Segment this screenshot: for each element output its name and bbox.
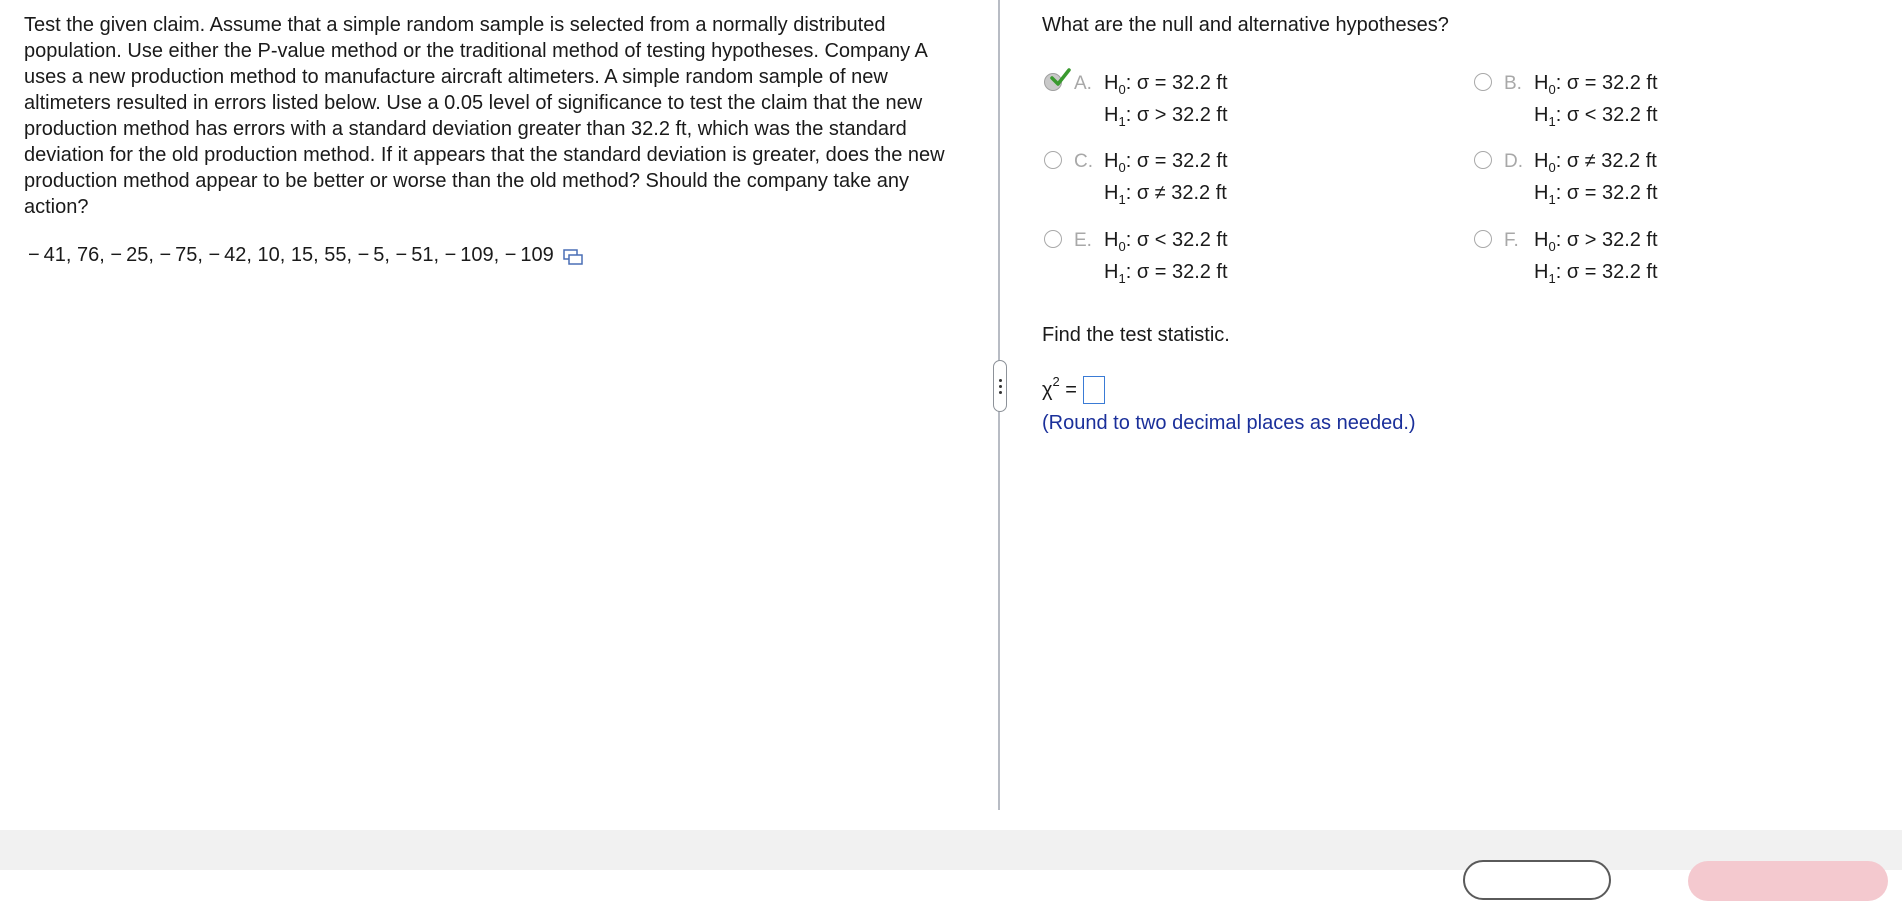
option-a[interactable] (1044, 68, 1228, 132)
problem-pane (24, 12, 964, 268)
option-f[interactable] (1474, 225, 1658, 289)
h1-statement: σ ≠ 32.2 ft (1136, 182, 1227, 204)
copy-data-icon[interactable] (562, 246, 584, 264)
radio-f[interactable] (1474, 230, 1492, 248)
radio-b[interactable] (1474, 73, 1492, 91)
option-b[interactable] (1474, 68, 1658, 132)
sample-data-values: − 41, 76, − 25, − 75, − 42, 10, 15, 55, − 5, − 51, − 109, − 109 (28, 244, 554, 266)
checkmark-icon (1049, 68, 1071, 88)
question-pane (1042, 12, 1872, 434)
radio-d[interactable] (1474, 151, 1492, 169)
footer-button-secondary[interactable] (1463, 860, 1611, 900)
data-row (24, 242, 964, 268)
option-letter: B. (1504, 73, 1522, 94)
test-statistic-input[interactable] (1083, 376, 1105, 404)
option-letter: F. (1504, 230, 1519, 251)
h0-statement: σ = 32.2 ft (1566, 72, 1658, 94)
option-d[interactable] (1474, 146, 1658, 210)
option-letter: A. (1074, 73, 1092, 94)
option-text: $H_0$: σ = 32.2 ft $H_1$: σ < 32.2 ft (1534, 72, 1658, 129)
drag-handle-icon[interactable] (993, 360, 1007, 412)
option-text: $H_0$: σ = 32.2 ft $H_1$: σ > 32.2 ft (1104, 72, 1228, 129)
h0-statement: σ > 32.2 ft (1566, 229, 1658, 251)
h0-statement: σ = 32.2 ft (1136, 72, 1228, 94)
footer-bar (0, 830, 1902, 870)
option-letter: D. (1504, 151, 1523, 172)
option-e[interactable] (1044, 225, 1228, 289)
radio-e[interactable] (1044, 230, 1062, 248)
h0-statement: σ ≠ 32.2 ft (1566, 150, 1657, 172)
option-text: $H_0$: σ > 32.2 ft $H_1$: σ = 32.2 ft (1534, 229, 1658, 286)
h1-statement: σ < 32.2 ft (1566, 104, 1658, 126)
chi-symbol: χ (1042, 378, 1053, 401)
footer-button-primary[interactable] (1688, 861, 1888, 901)
test-statistic-row (1042, 373, 1105, 404)
rounding-hint: (Round to two decimal places as needed.) (1042, 412, 1416, 434)
option-text: $H_0$: σ ≠ 32.2 ft $H_1$: σ = 32.2 ft (1534, 150, 1658, 207)
option-letter: C. (1074, 151, 1093, 172)
h1-statement: σ = 32.2 ft (1566, 261, 1658, 283)
chi-exponent: 2 (1052, 373, 1060, 389)
radio-a[interactable] (1044, 73, 1062, 91)
question-prompt: What are the null and alternative hypotheses? (1042, 14, 1449, 36)
h1-statement: σ > 32.2 ft (1136, 104, 1228, 126)
h1-statement: σ = 32.2 ft (1136, 261, 1228, 283)
option-c[interactable] (1044, 146, 1228, 210)
option-text: $H_0$: σ < 32.2 ft $H_1$: σ = 32.2 ft (1104, 229, 1228, 286)
h0-statement: σ < 32.2 ft (1136, 229, 1228, 251)
radio-c[interactable] (1044, 151, 1062, 169)
equals-sign: = (1065, 378, 1077, 401)
hypothesis-options (1042, 68, 1872, 308)
problem-statement: Test the given claim. Assume that a simple random sample is selected from a normally distributed population. Use either the P-value method or the traditional method of testing hypotheses. Company A uses a new production method to manufacture aircraft altimeters. A simple random sample of new altimeters resulted in errors listed below. Use a 0.05 level of significance to test the claim that the new production method has errors with a standard deviation greater than 32.2 ft, which was the standard deviation for the old production method. If it appears that the standard deviation is greater, does the new production method appear to be better or worse than the old method? Should the company take any action? (24, 14, 945, 218)
option-text: $H_0$: σ = 32.2 ft $H_1$: σ ≠ 32.2 ft (1104, 150, 1228, 207)
option-letter: E. (1074, 230, 1092, 251)
h0-statement: σ = 32.2 ft (1136, 150, 1228, 172)
test-statistic-prompt: Find the test statistic. (1042, 324, 1230, 346)
h1-statement: σ = 32.2 ft (1566, 182, 1658, 204)
